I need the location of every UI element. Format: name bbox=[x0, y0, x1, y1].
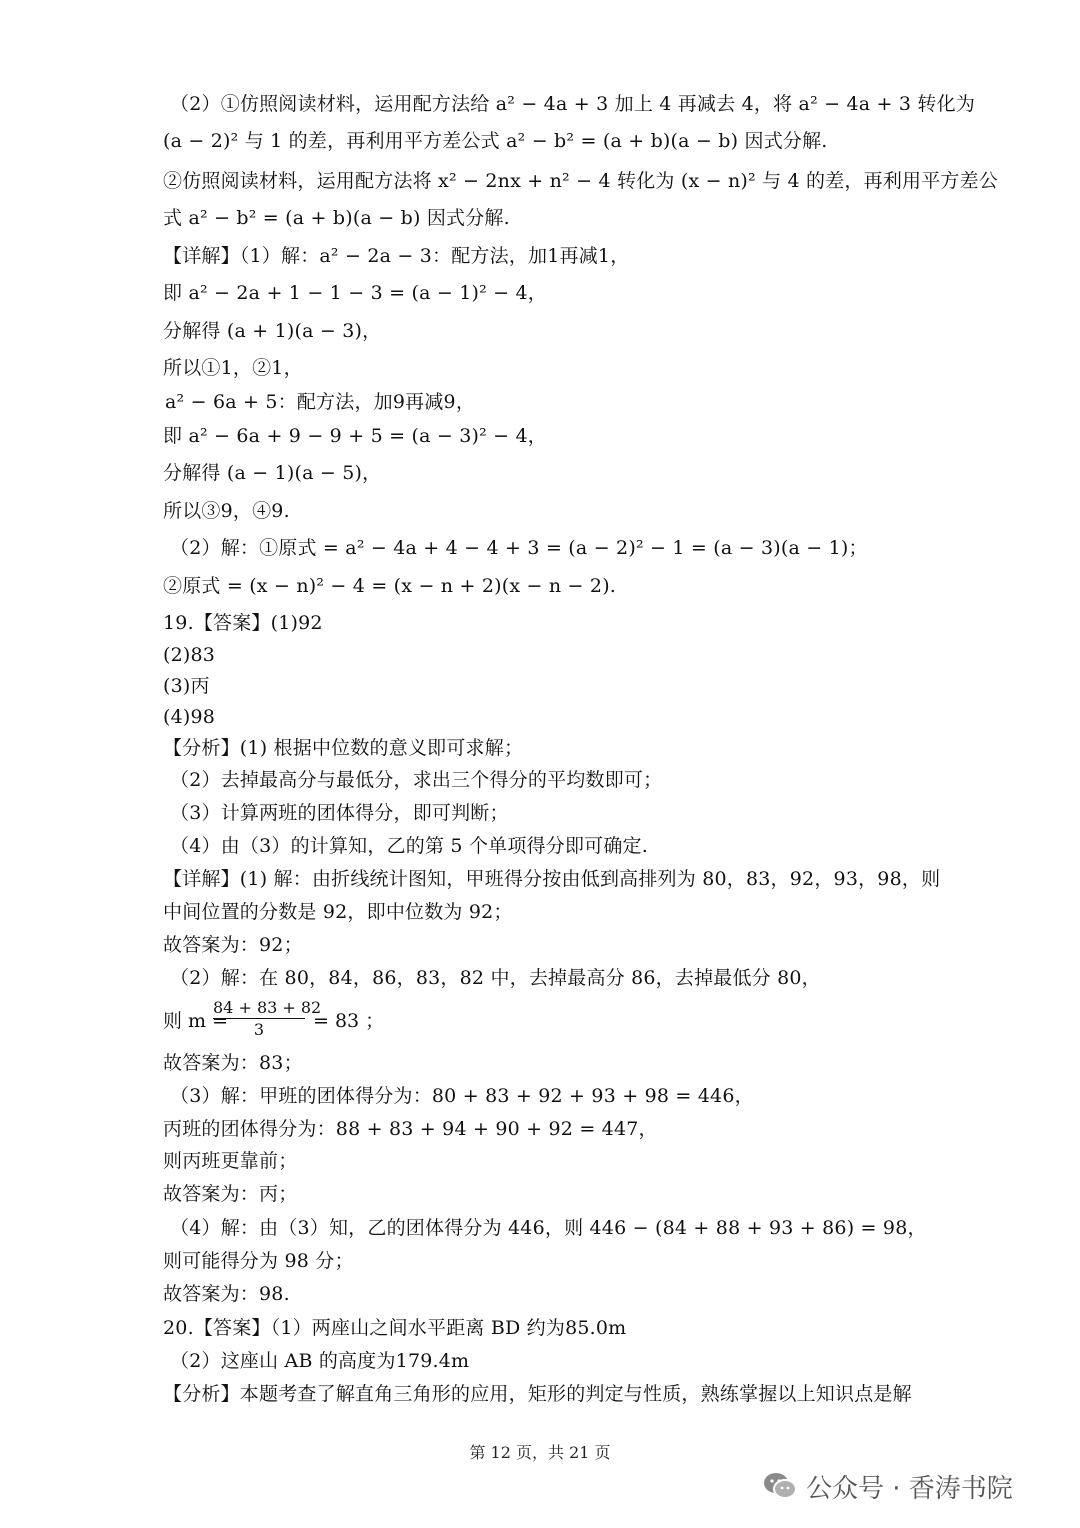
text-line: 则丙班更靠前； bbox=[163, 1150, 298, 1172]
text-line: 分解得 (a + 1)(a − 3)， bbox=[163, 320, 382, 342]
text-line: 丙班的团体得分为：88 + 83 + 94 + 90 + 92 = 447， bbox=[163, 1118, 658, 1140]
text-line: 故答案为：丙； bbox=[163, 1183, 298, 1205]
text-line: 即 a² − 6a + 9 − 9 + 5 = (a − 3)² − 4， bbox=[163, 425, 548, 447]
fraction-lhs: 则 m = bbox=[163, 1010, 229, 1032]
text-line: 【详解】(1) 解：由折线统计图知，甲班得分按由低到高排列为 80，83，92，93，98，则 bbox=[163, 868, 941, 890]
text-line: 故答案为：92； bbox=[163, 934, 303, 956]
text-line: (2)83 bbox=[163, 644, 216, 666]
text-line: 19.【答案】(1)92 bbox=[163, 612, 323, 634]
page-footer: 第 12 页，共 21 页 bbox=[469, 1443, 611, 1462]
text-line: 则可能得分为 98 分； bbox=[163, 1250, 354, 1272]
fraction-denominator: 3 bbox=[253, 1020, 265, 1039]
text-line: （3）计算两班的团体得分，即可判断； bbox=[170, 802, 509, 824]
text-line: （4）由（3）的计算知，乙的第 5 个单项得分即可确定. bbox=[170, 835, 648, 857]
text-line: 分解得 (a − 1)(a − 5)， bbox=[163, 462, 382, 484]
watermark-text: 公众号 · 香涛书院 bbox=[806, 1473, 1013, 1504]
text-line: （4）解：由（3）知，乙的团体得分为 446，则 446 − (84 + 88 + 93 + 86) = 98， bbox=[170, 1217, 927, 1239]
text-line: (4)98 bbox=[163, 706, 216, 728]
text-line: 即 a² − 2a + 1 − 1 − 3 = (a − 1)² − 4， bbox=[163, 282, 548, 304]
text-line: (3)丙 bbox=[163, 675, 210, 697]
text-line: （2）①仿照阅读材料，运用配方法给 a² − 4a + 3 加上 4 再减去 4，将 a² − 4a + 3 转化为 bbox=[170, 93, 976, 115]
text-line: 所以①1，②1， bbox=[163, 357, 303, 379]
fraction-numerator: 84 + 83 + 82 bbox=[213, 998, 322, 1017]
fraction-rhs: = 83 ； bbox=[313, 1010, 385, 1032]
fraction bbox=[213, 998, 322, 1041]
watermark bbox=[762, 1466, 1013, 1506]
text-line: ②仿照阅读材料，运用配方法将 x² − 2nx + n² − 4 转化为 (x − n)² 与 4 的差，再利用平方差公 bbox=[163, 170, 999, 192]
text-line: （2）解：在 80，84，86，83，82 中，去掉最高分 86，去掉最低分 80， bbox=[170, 967, 821, 989]
text-line: （2）解：①原式 = a² − 4a + 4 − 4 + 3 = (a − 2)² − 1 = (a − 3)(a − 1)； bbox=[170, 537, 868, 559]
text-line: （3）解：甲班的团体得分为：80 + 83 + 92 + 93 + 98 = 446， bbox=[170, 1085, 754, 1107]
text-line: 故答案为：83； bbox=[163, 1052, 303, 1074]
text-line: ②原式 = (x − n)² − 4 = (x − n + 2)(x − n − 2). bbox=[163, 575, 617, 597]
text-line: 所以③9，④9. bbox=[163, 500, 290, 522]
text-line: 中间位置的分数是 92，即中位数为 92； bbox=[163, 901, 513, 923]
text-line: 【分析】本题考查了解直角三角形的应用，矩形的判定与性质，熟练掌握以上知识点是解 bbox=[163, 1383, 912, 1405]
text-line: 式 a² − b² = (a + b)(a − b) 因式分解. bbox=[163, 207, 510, 229]
wechat-icon bbox=[762, 1470, 798, 1502]
text-line: （2）这座山 AB 的高度为179.4m bbox=[170, 1350, 470, 1372]
text-line: 故答案为：98. bbox=[163, 1283, 290, 1305]
text-line: （2）去掉最高分与最低分，求出三个得分的平均数即可； bbox=[170, 769, 663, 791]
text-line: 【详解】（1）解：a² − 2a − 3：配方法，加1再减1， bbox=[163, 245, 630, 267]
text-line: (a − 2)² 与 1 的差，再利用平方差公式 a² − b² = (a + b)(a − b) 因式分解. bbox=[163, 130, 828, 152]
text-line: 20.【答案】（1）两座山之间水平距离 BD 约为85.0m bbox=[163, 1317, 627, 1339]
text-line: a² − 6a + 5：配方法，加9再减9， bbox=[165, 391, 476, 413]
text-line: 【分析】(1) 根据中位数的意义即可求解； bbox=[163, 737, 524, 759]
